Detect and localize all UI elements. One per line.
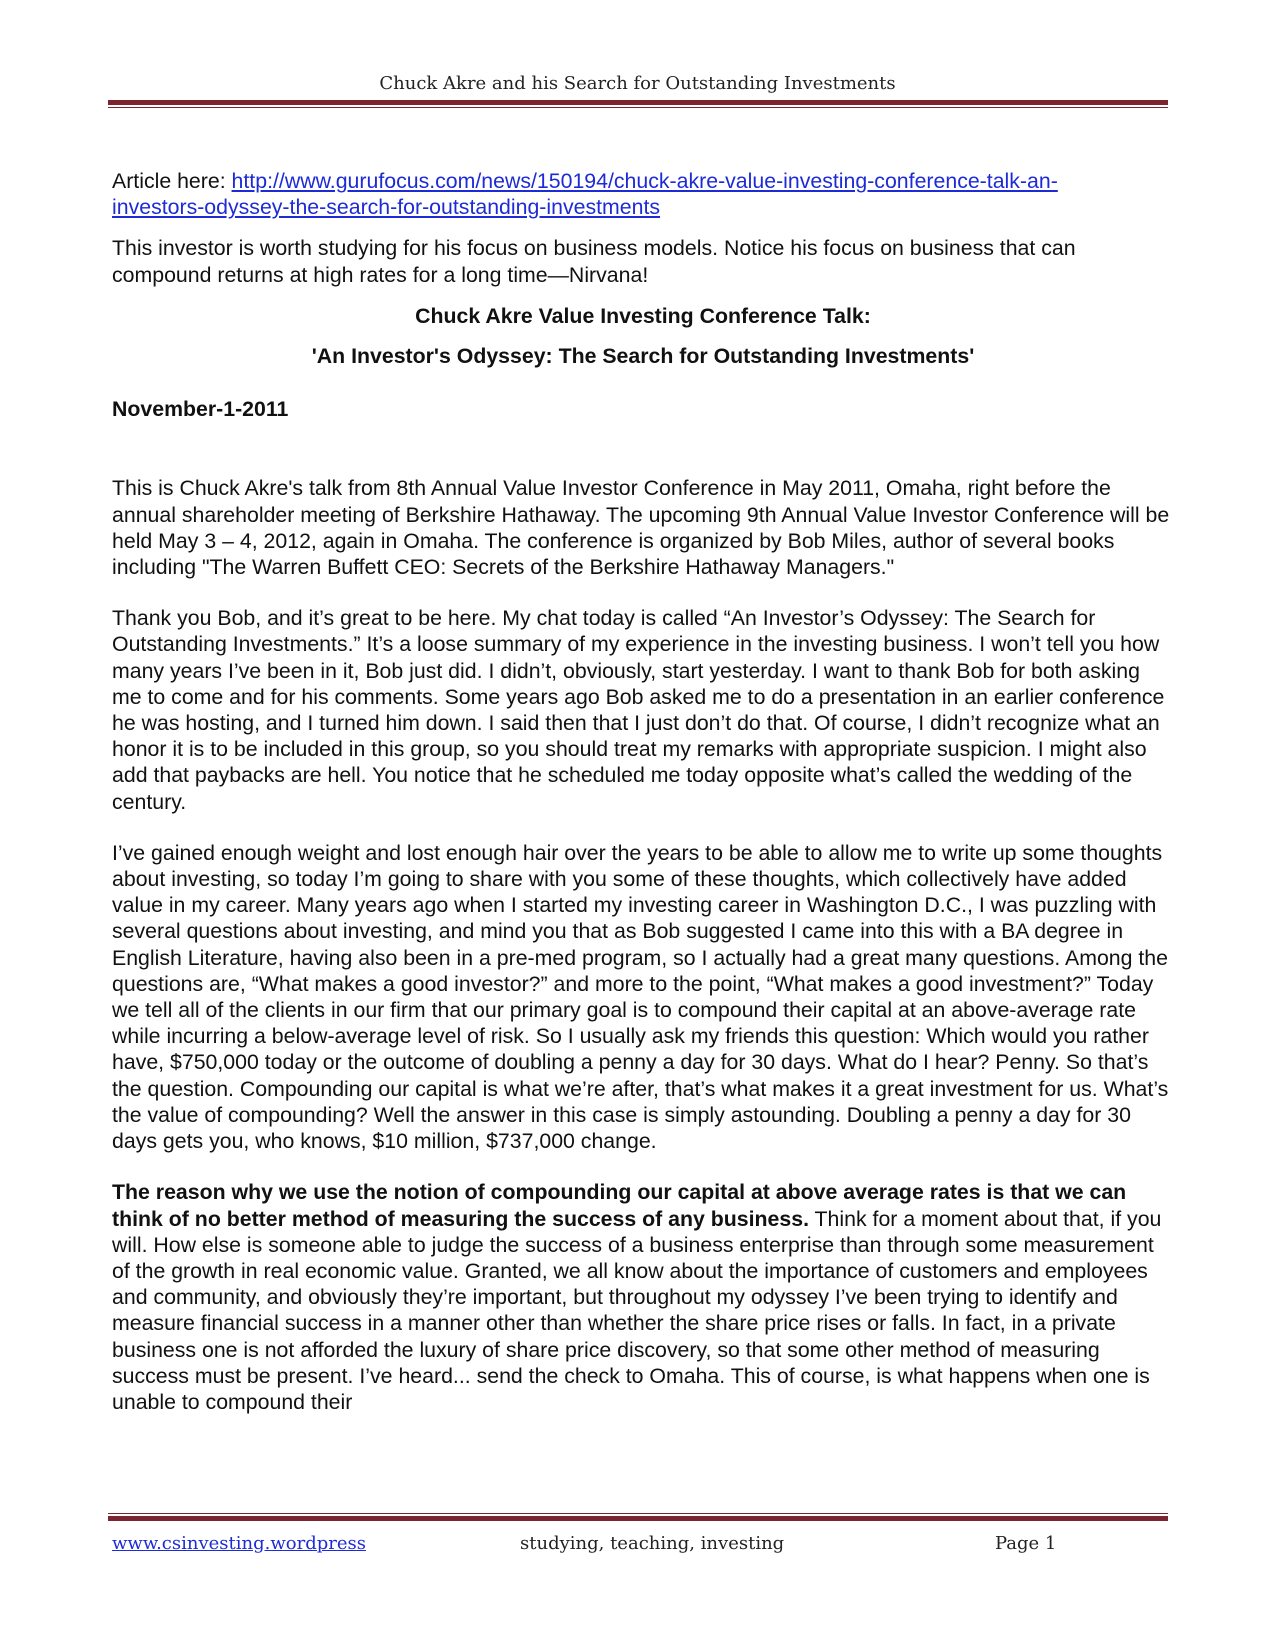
article-label: Article here: (112, 169, 232, 193)
talk-title: Chuck Akre Value Investing Conference Talk: (415, 303, 871, 328)
talk-date: November-1-2011 (112, 397, 289, 422)
article-link[interactable]: http://www.gurufocus.com/news/150194/chuck-akre-value-investing-conference-talk-an- (231, 169, 1058, 193)
document-body (112, 168, 1174, 1415)
talk-subtitle: 'An Investor's Odyssey: The Search for Outstanding Investments' (311, 344, 975, 369)
paragraph-2: Thank you Bob, and it’s great to be here. My chat today is called “An Investor’s Odyssey: The Search for Outstanding Investments.” It’s a loose summary of my experience in the investing business. I won’t tell you how many years I’ve been in it, Bob just did. I didn’t, obviously, start yesterday. I want to thank Bob for both asking me to come and for his comments. Some years ago Bob asked me to do a presentation in an earlier conference he was hosting, and I turned him down. I said then that I just don’t do that. Of course, I didn’t recognize what an honor it is to be included in this group, so you should treat my remarks with appropriate suspicion. I might also add that paybacks are hell. You notice that he scheduled me today opposite what’s called the wedding of the century. (112, 606, 1165, 814)
running-header: Chuck Akre and his Search for Outstanding Investments (379, 73, 896, 94)
footer-tagline: studying, teaching, investing (520, 1533, 785, 1554)
footer-rule (108, 1513, 1168, 1521)
article-link-continued[interactable]: investors-odyssey-the-search-for-outstanding-investments (112, 195, 661, 220)
paragraph-1: This is Chuck Akre's talk from 8th Annual Value Investor Conference in May 2011, Omaha, right before the annual shareholder meeting of Berkshire Hathaway. The upcoming 9th Annual Value Investor Conference will be held May 3 – 4, 2012, again in Omaha. The conference is organized by Bob Miles, author of several books including "The Warren Buffett CEO: Secrets of the Berkshire Hathaway Managers." (112, 476, 1170, 580)
paragraph-4-emphasis: The reason why we use the notion of compounding our capital at above average rates is that we can think of no better method of measuring the success of any business. (112, 1180, 1127, 1231)
intro-note: This investor is worth studying for his focus on business models. Notice his focus on business that can compound returns at high rates for a long time—Nirvana! (112, 236, 1076, 287)
paragraph-4-text: Think for a moment about that, if you will. How else is someone able to judge the success of a business enterprise than through some measurement of the growth in real economic value. Granted, we all know about the importance of customers and employees and community, and obviously they’re important, but throughout my odyssey I’ve been trying to identify and measure financial success in a manner other than whether the share price rises or falls. In fact, in a private business one is not afforded the luxury of share price discovery, so that some other method of measuring success must be present. I’ve heard... send the check to Omaha. This of course, is what happens when one is unable to compound their (112, 1206, 1162, 1414)
paragraph-4 (112, 1179, 1174, 1415)
paragraph-3: I’ve gained enough weight and lost enough hair over the years to be able to allow me to write up some thoughts about investing, so today I’m going to share with you some of these thoughts, which collectively have added value in my career. Many years ago when I started my investing career in Washington D.C., I was puzzling with several questions about investing, and mind you that as Bob suggested I came into this with a BA degree in English Literature, having also been in a pre-med program, so I actually had a great many questions. Among the questions are, “What makes a good investor?” and more to the point, “What makes a good investment?” Today we tell all of the clients in our firm that our primary goal is to compound their capital at an above-average rate while incurring a below-average level of risk. So I usually ask my friends this question: Which would you rather have, $750,000 today or the outcome of doubling a penny a day for 30 days. What do I hear? Penny. So that’s the question. Compounding our capital is what we’re after, that’s what makes it a great investment for us. What’s the value of compounding? Well the answer in this case is simply astounding. Doubling a penny a day for 30 days gets you, who knows, $10 million, $737,000 change. (112, 840, 1169, 1154)
article-line (112, 168, 1174, 220)
page-number: Page 1 (995, 1533, 1057, 1554)
footer-website-link[interactable]: www.csinvesting.wordpress (112, 1533, 366, 1554)
header-rule (108, 100, 1168, 108)
